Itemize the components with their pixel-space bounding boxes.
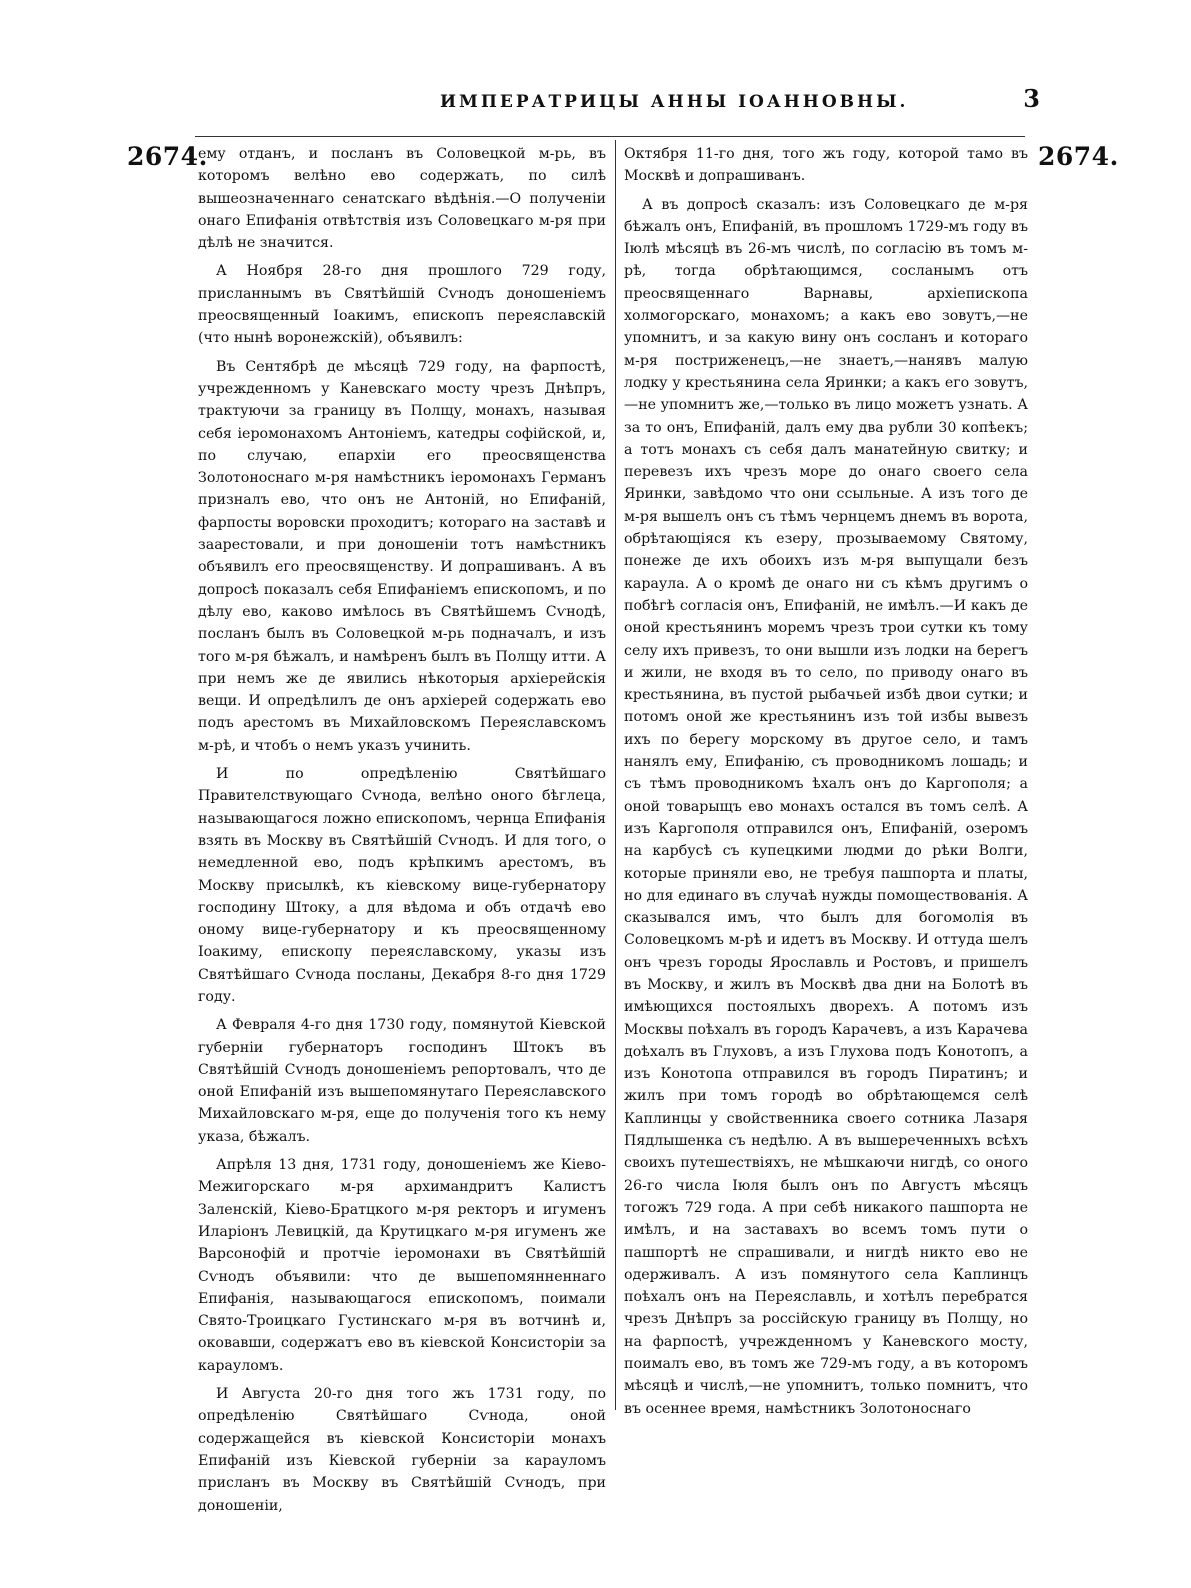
paragraph: А Февраля 4-го дня 1730 году, помянутой Кіевской губерніи губернаторъ господинъ Штокъ въ Святѣйшій Сѵнодъ доношеніемъ репортовалъ, что де оной Епифаній изъ вышепомянутаго Переяславского Михайловскаго м-ря, еще до полученія того къ нему указа, бѣжалъ. xyxy=(198,1017,606,1145)
page-header xyxy=(200,84,1040,130)
right-column xyxy=(624,143,1028,1426)
column-divider xyxy=(615,140,616,1410)
paragraph: А въ допросѣ сказалъ: изъ Соловецкаго де м-ря бѣжалъ онъ, Епифаній, въ прошломъ 1729-мъ году въ Іюлѣ мѣсяцѣ въ 26-мъ числѣ, по согласію въ томъ м-рѣ, тогда обрѣтающимся, сосланымъ отъ преосвященнаго Варнавы, архіепископа холмогорскаго, монахомъ; а какъ ево зовутъ,—не упомнитъ, и за какую вину онъ сосланъ и котораго м-ря постриженецъ,—не знаетъ,—нанявъ малую лодку у крестьянина села Яринки; а какъ его зовутъ,—не упомнитъ же,—только въ лицо можетъ узнать. А за то онъ, Епифаній, далъ ему два рубли 30 копѣекъ; а тотъ монахъ съ себя далъ манатейную свитку; и перевезъ ихъ чрезъ море до онаго своего села Яринки, завѣдомо что они ссыльные. А изъ того де м-ря вышелъ онъ съ тѣмъ чернцемъ днемъ въ ворота, обрѣтающіяся къ езеру, прозываемому Святому, понеже де ихъ обоихъ изъ м-ря выпущали безъ караула. А о кромѣ де онаго ни съ кѣмъ другимъ о побѣгѣ согласія онъ, Епифаній, не имѣлъ.—И какъ де оной крестьянинъ моремъ чрезъ трои сутки къ тому селу ихъ привезъ, то они вышли изъ лодки на берегъ и жили, не входя въ то село, по приводу онаго въ крестьянина, въ пустой рыбачьей избѣ двои сутки; и потомъ оной же крестьянинъ изъ той избы вывезъ ихъ по берегу морскому въ другое село, и тамъ нанялъ ему, Епифанію, съ проводникомъ лошадь; и съ тѣмъ проводникомъ ѣхалъ онъ до Каргополя; а оной товарыщъ ево монахъ остался въ томъ селѣ. А изъ Каргополя отправился онъ, Епифаній, озеромъ на карбусѣ съ купецкими людми до рѣки Волги, которые приняли ево, не требуя пашпорта и платы, но для единаго въ случаѣ нужды помоществованія. А сказывался имъ, что былъ для богомолія въ Соловецкомъ м-рѣ и идетъ въ Москву. И оттуда шелъ онъ чрезъ городы Ярославль и Ростовъ, и пришелъ въ Москву, и жилъ въ Москвѣ два дни на Болотѣ въ имѣющихся постоялыхъ дворехъ. А потомъ изъ Москвы поѣхалъ въ городъ Карачевъ, а изъ Карачева доѣхалъ въ Глуховъ, а изъ Глухова подъ Конотопъ, а изъ Конотопа отправился въ городъ Пиратинъ; и жилъ при томъ городѣ во обрѣтающемся селѣ Каплинцы у свойственника своего сотника Лазаря Пядлышенка съ недѣлю. А въ вышереченныхъ всѣхъ своихъ путешествіяхъ, не мѣшкаючи нигдѣ, со оного 26-го числа Іюля былъ онъ по Августъ мѣсяцъ тогожъ 729 года. А при себѣ никакого пашпорта не имѣлъ, и на заставахъ во всемъ томъ пути о пашпортѣ не спрашивали, и нигдѣ никто ево не одерживалъ. А изъ помянутого села Каплинцъ поѣхалъ онъ на Переяславль, и хотѣлъ перебратся чрезъ Днѣпръ за россійскую границу въ Полщу, но на фарпостѣ, учрежденномъ у Каневского мосту, поималъ ево, въ томъ же 729-мъ году, а въ которомъ мѣсяцѣ и числѣ,—не упомнитъ, только помнитъ, что въ осеннее время, намѣстникъ Золотоноснаго xyxy=(624,196,1028,1417)
left-column xyxy=(198,143,606,1523)
running-title: ИМПЕРАТРИЦЫ АННЫ ІОАННОВНЫ. xyxy=(440,92,909,112)
document-number-right: 2674. xyxy=(1038,142,1119,171)
paragraph: И Августа 20-го дня того жъ 1731 году, по опредѣленію Святѣйшаго Сѵнода, оной содержащейся въ кіевской Консисторіи монахъ Епифаній изъ Кіевской губерніи за карауломъ присланъ въ Москву въ Святѣйшій Сѵнодъ, при доношеніи, xyxy=(198,1386,606,1514)
page-number: 3 xyxy=(1023,84,1040,113)
header-rule xyxy=(195,136,1025,137)
paragraph: И по опредѣленію Святѣйшаго Правителствующаго Сѵнода, велѣно оного бѣглеца, называющагося ложно епископомъ, чернца Епифанія взять въ Москву въ Святѣйшій Сѵнодъ. И для того, о немедленной ево, подъ крѣпкимъ арестомъ, въ Москву присылкѣ, къ кіевскому вице-губернатору господину Штоку, а для вѣдома и объ отдачѣ ево оному вице-губернатору и къ преосвященному Іоакиму, епископу переяславскому, указы изъ Святѣйшаго Сѵнода посланы, Декабря 8-го дня 1729 году. xyxy=(198,766,606,1005)
paragraph: ему отданъ, и посланъ въ Соловецкой м-рь, въ которомъ велѣно ево содержать, по силѣ вышеозначеннаго сенатскаго вѣдѣнія.—О полученіи онаго Епифанія отвѣтствія изъ Соловецкаго м-ря при дѣлѣ не значится. xyxy=(198,146,606,252)
paragraph: А Ноября 28-го дня прошлого 729 году, присланнымъ въ Святѣйшій Сѵнодъ доношеніемъ преосвященный Іоакимъ, епископъ переяславскій (что нынѣ воронежскій), объявилъ: xyxy=(198,263,606,347)
document-number-left: 2674. xyxy=(127,142,208,171)
paragraph: Апрѣля 13 дня, 1731 году, доношеніемъ же Кіево-Межигорскаго м-ря архимандритъ Калистъ Заленскій, Кіево-Братцкого м-ря ректоръ и игуменъ Иларіонъ Левицкій, да Крутицкаго м-ря игуменъ же Варсонофій и протчіе іеромонахи въ Святѣйшій Сѵнодъ объявили: что де вышепомянненнаго Епифанія, называющагося епископомъ, поимали Свято-Троицкаго Густинскаго м-ря въ вотчинѣ и, оковавши, содержатъ ево въ кіевской Консисторіи за карауломъ. xyxy=(198,1157,606,1374)
paragraph: Октября 11-го дня, того жъ году, которой тамо въ Москвѣ и допрашиванъ. xyxy=(624,146,1028,185)
paragraph: Въ Сентябрѣ де мѣсяцѣ 729 году, на фарпостѣ, учрежденномъ у Каневскаго мосту чрезъ Днѣпръ, трактуючи за границу въ Полщу, монахъ, называя себя іеромонахомъ Антоніемъ, катедры софійской, и, по случаю, епархіи его преосвященства Золотоноснаго м-ря намѣстникъ іеромонахъ Германъ призналъ ево, что онъ не Антоній, но Епифаній, фарпосты воровски проходитъ; котораго на заставѣ и заарестовали, и при доношеніи тотъ намѣстникъ объявилъ его преосвященству. И допрашиванъ. А въ допросѣ показалъ себя Епифаніемъ епископомъ, и по дѣлу ево, каково имѣлось въ Святѣйшемъ Сѵнодѣ, посланъ былъ въ Соловецкой м-рь подначалъ, и изъ того м-ря бѣжалъ, и намѣренъ былъ въ Полщу итти. А при немъ же де явились нѣкоторыя архіерейскія вещи. И опредѣлилъ де онъ архіерей содержать ево подъ арестомъ въ Михайловскомъ Переяславскомъ м-рѣ, и чтобъ о немъ указъ учинить. xyxy=(198,358,606,754)
